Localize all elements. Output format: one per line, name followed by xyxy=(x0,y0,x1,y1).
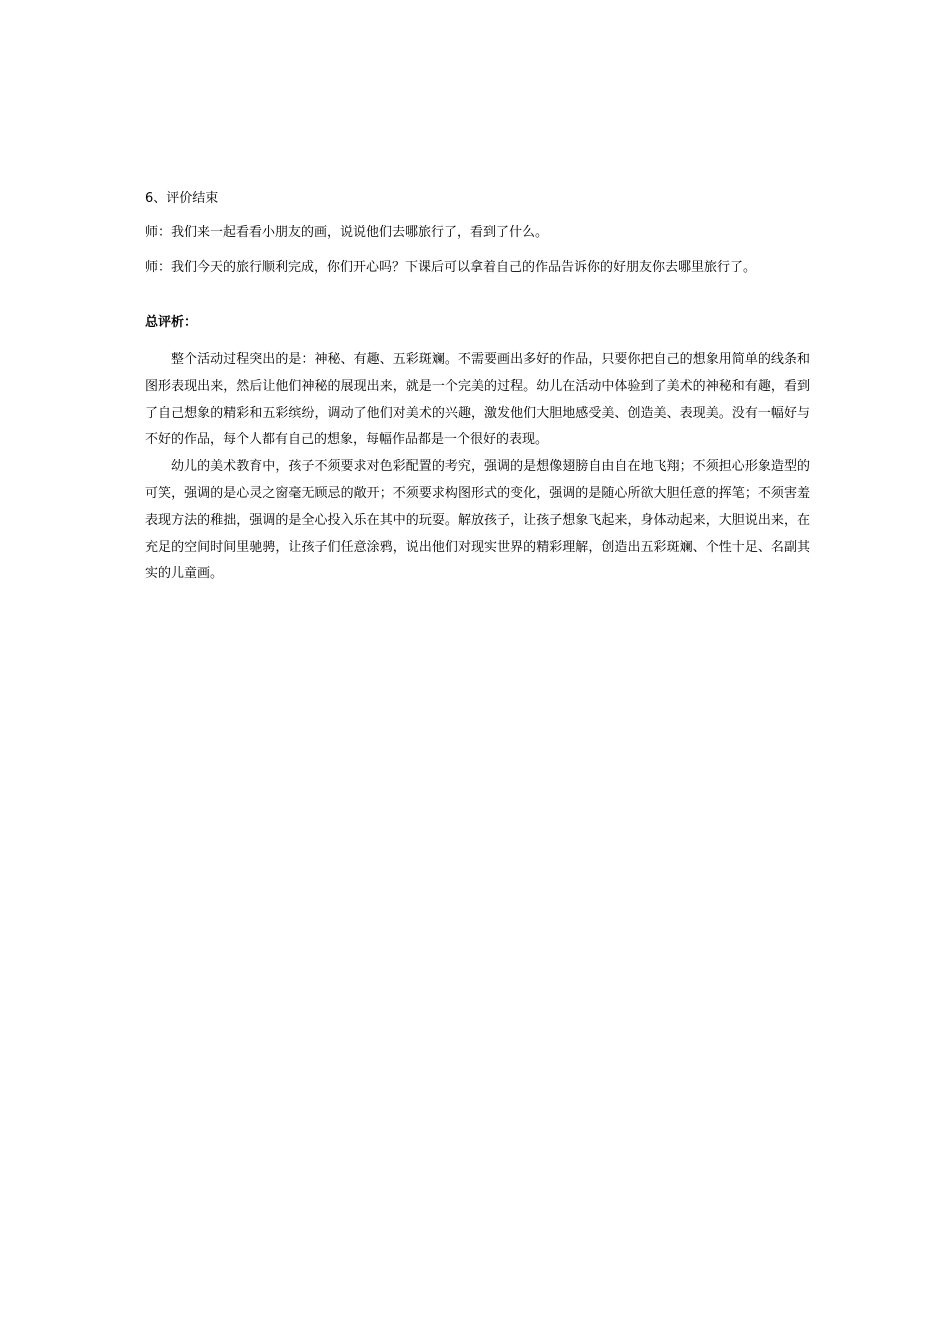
step-title: 6、评价结束 xyxy=(145,191,219,206)
teacher-dialogue-line: 师：我们今天的旅行顺利完成，你们开心吗？下课后可以拿着自己的作品告诉你的好朋友你去哪里旅行了。 xyxy=(145,260,757,275)
teacher-dialogue-line: 师：我们来一起看看小朋友的画，说说他们去哪旅行了，看到了什么。 xyxy=(145,225,549,240)
document-body xyxy=(145,188,810,588)
summary-paragraph: 幼儿的美术教育中，孩子不须要求对色彩配置的考究，强调的是想像翅膀自由自在地飞翔；不须担心形象造型的可笑，强调的是心灵之窗毫无顾忌的敞开；不须要求构图形式的变化，强调的是随心所欲大胆任意的挥笔；不须害羞表现方法的稚拙，强调的是全心投入乐在其中的玩耍。解放孩子，让孩子想象飞起来，身体动起来，大胆说出来，在充足的空间时间里驰骋，让孩子们任意涂鸦，说出他们对现实世界的精彩理解，创造出五彩斑斓、个性十足、名副其实的儿童画。 xyxy=(145,459,810,582)
summary-paragraph: 整个活动过程突出的是：神秘、有趣、五彩斑斓。不需要画出多好的作品，只要你把自己的想象用简单的线条和图形表现出来，然后让他们神秘的展现出来，就是一个完美的过程。幼儿在活动中体验到了美术的神秘和有趣，看到了自己想象的精彩和五彩缤纷，调动了他们对美术的兴趣，激发他们大胆地感受美、创造美、表现美。没有一幅好与不好的作品，每个人都有自己的想象，每幅作品都是一个很好的表现。 xyxy=(145,352,810,448)
summary-title: 总评析： xyxy=(145,315,198,330)
